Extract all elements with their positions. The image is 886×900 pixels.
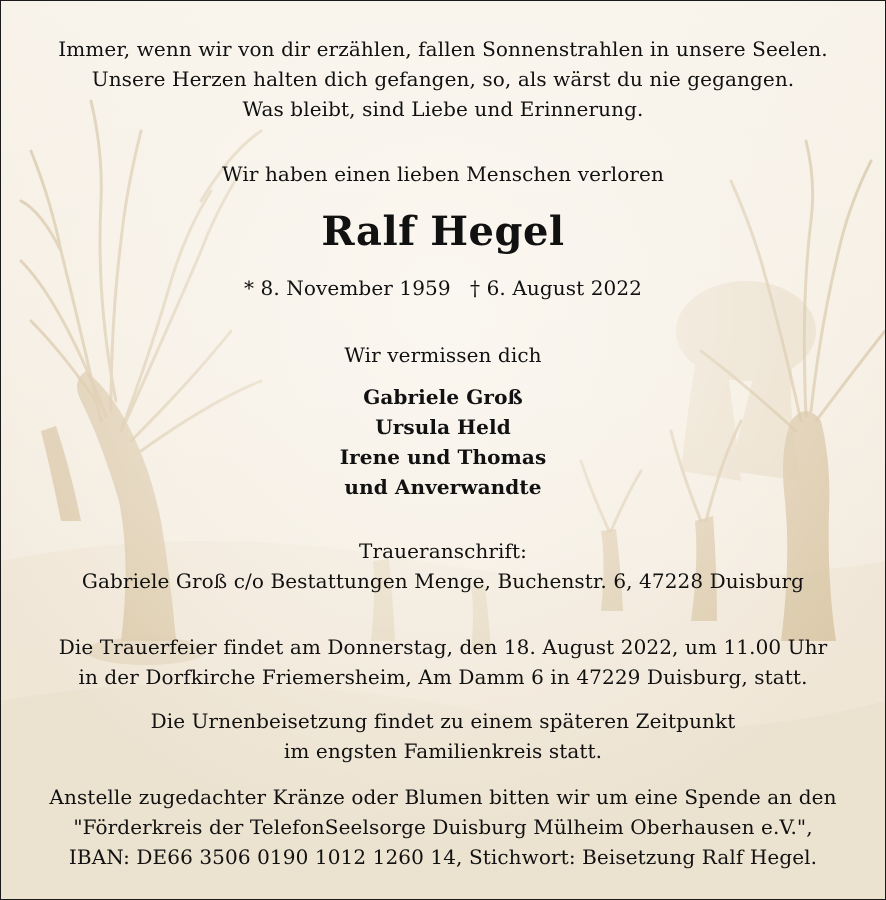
verse-line-1: Immer, wenn wir von dir erzählen, fallen Sonnenstrahlen in unsere Seelen. bbox=[58, 37, 828, 61]
verse-line-3: Was bleibt, sind Liebe und Erinnerung. bbox=[242, 97, 644, 121]
mourner-1: Gabriele Groß bbox=[363, 385, 523, 409]
donation-line-2: "Förderkreis der TelefonSeelsorge Duisburg Mülheim Oberhausen e.V.", bbox=[73, 815, 813, 839]
miss-line: Wir vermissen dich bbox=[344, 343, 542, 367]
funeral-line-2: in der Dorfkirche Friemersheim, Am Damm 6 in 47229 Duisburg, statt. bbox=[78, 665, 808, 689]
mourner-3: Irene und Thomas bbox=[339, 445, 547, 469]
donation-line-3: IBAN: DE66 3506 0190 1012 1260 14, Stichwort: Beisetzung Ralf Hegel. bbox=[68, 845, 818, 869]
mourner-2: Ursula Held bbox=[375, 415, 511, 439]
deceased-name: Ralf Hegel bbox=[321, 208, 565, 255]
urn-line-1: Die Urnenbeisetzung findet zu einem späteren Zeitpunkt bbox=[150, 709, 736, 733]
funeral-line-1: Die Trauerfeier findet am Donnerstag, den 18. August 2022, um 11.00 Uhr bbox=[58, 635, 828, 659]
life-dates: * 8. November 1959 † 6. August 2022 bbox=[243, 276, 643, 300]
mourner-4: und Anverwandte bbox=[344, 475, 542, 499]
verse-line-2: Unsere Herzen halten dich gefangen, so, als wärst du nie gegangen. bbox=[91, 67, 795, 91]
address-value: Gabriele Groß c/o Bestattungen Menge, Buchenstr. 6, 47228 Duisburg bbox=[81, 569, 805, 593]
donation-line-1: Anstelle zugedachter Kränze oder Blumen bitten wir um eine Spende an den bbox=[49, 785, 837, 809]
address-label: Traueranschrift: bbox=[359, 539, 527, 563]
urn-line-2: im engsten Familienkreis statt. bbox=[283, 739, 603, 763]
intro-line: Wir haben einen lieben Menschen verloren bbox=[222, 162, 664, 186]
